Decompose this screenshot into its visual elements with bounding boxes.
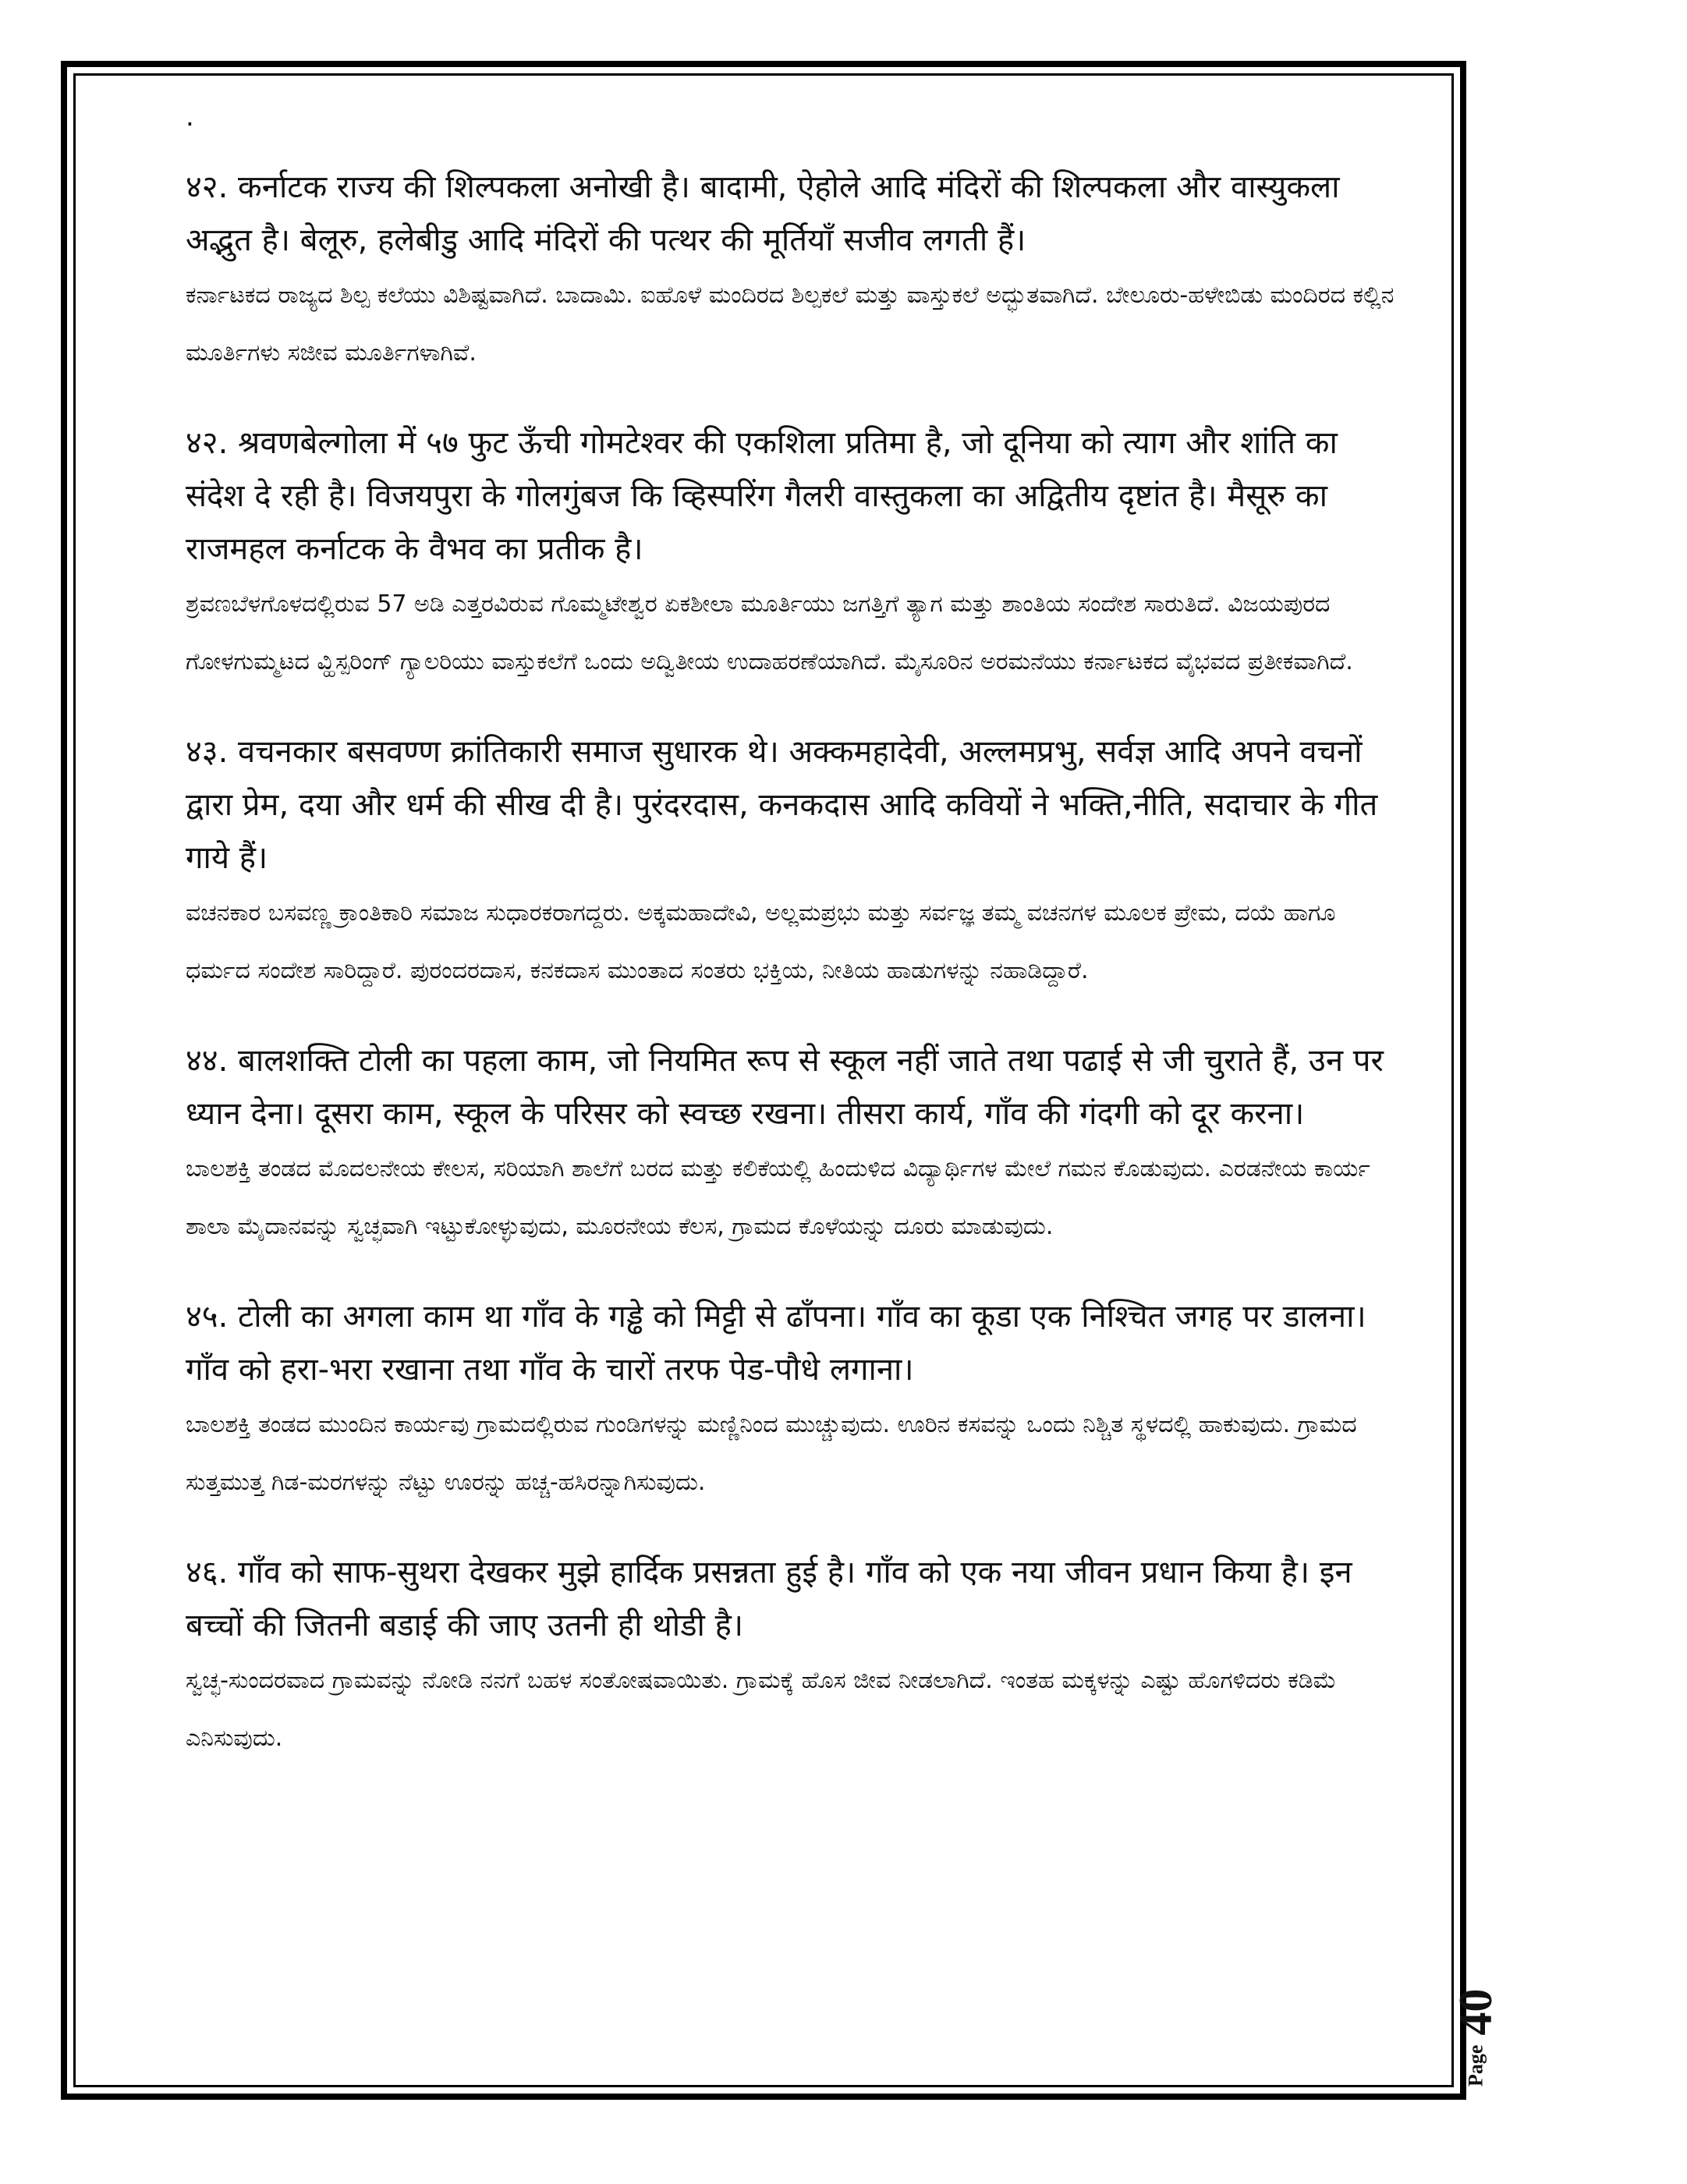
hindi-text: ४२. श्रवणबेल्गोला में ५७ फुट ऊँची गोमटेश्वर की एकशिला प्रतिमा है, जो दूनिया को त्याग और शांति का संदेश दे रही है। विजयपुरा के गोलगुंबज कि व्हिस्परिंग गैलरी वास्तुकला का अद्वितीय दृष्टांत है। मैसूरु का राजमहल कर्नाटक के वैभव का प्रतीक है। bbox=[186, 425, 1338, 567]
paragraph-43 bbox=[186, 725, 1402, 1000]
hindi-text: ४५. टोली का अगला काम था गाँव के गड्ढे को मिट्टी से ढाँपना। गाँव का कूडा एक निश्चित जगह पर डालना। गाँव को हरा-भरा रखाना तथा गाँव के चारों तरफ पेड-पौधे लगाना। bbox=[186, 1299, 1366, 1388]
paragraph-42b bbox=[186, 417, 1402, 691]
kannada-text: ಶ್ರವಣಬೆಳಗೊಳದಲ್ಲಿರುವ 57 ಅಡಿ ಎತ್ತರವಿರುವ ಗೊಮ್ಮಟೇಶ್ವರ ಏಕಶೀಲಾ ಮೂರ್ತಿಯು ಜಗತ್ತಿಗೆ ತ್ಯಾಗ ಮತ್ತು ಶಾಂತಿಯ ಸಂದೇಶ ಸಾರುತಿದೆ. ವಿಜಯಪುರದ ಗೋಳಗುಮ್ಮಟದ ವ್ಹಿಸ್ಪರಿಂಗ್ ಗ್ಯಾಲರಿಯು ವಾಸ್ತುಕಲೆಗೆ ಒಂದು ಅದ್ವಿತೀಯ ಉದಾಹರಣೆಯಾಗಿದೆ. ಮೈಸೂರಿನ ಅರಮನೆಯು ಕರ್ನಾಟಕದ ವೈಭವದ ಪ್ರತೀಕವಾಗಿದೆ. bbox=[186, 590, 1353, 675]
paragraph-46 bbox=[186, 1546, 1402, 1767]
page-number-footer bbox=[1441, 1927, 1501, 2090]
hindi-text: ४४. बालशक्ति टोली का पहला काम, जो नियमित रूप से स्कूल नहीं जाते तथा पढाई से जी चुराते हैं, उन पर ध्यान देना। दूसरा काम, स्कूल के परिसर को स्वच्छ रखना। तीसरा कार्य, गाँव की गंदगी को दूर करना। bbox=[186, 1043, 1384, 1132]
kannada-text: ಬಾಲಶಕ್ತಿ ತಂಡದ ಮುಂದಿನ ಕಾರ್ಯವು ಗ್ರಾಮದಲ್ಲಿರುವ ಗುಂಡಿಗಳನ್ನು ಮಣ್ಣಿನಿಂದ ಮುಚ್ಚುವುದು. ಊರಿನ ಕಸವನ್ನು ಒಂದು ನಿಶ್ಚಿತ ಸ್ಥಳದಲ್ಲಿ ಹಾಕುವುದು. ಗ್ರಾಮದ ಸುತ್ತಮುತ್ತ ಗಿಡ-ಮರಗಳನ್ನು ನೆಟ್ಟು ಊರನ್ನು ಹಚ್ಚ-ಹಸಿರನ್ನಾಗಿಸುವುದು. bbox=[186, 1411, 1357, 1496]
kannada-text: ವಚನಕಾರ ಬಸವಣ್ಣ ಕ್ರಾಂತಿಕಾರಿ ಸಮಾಜ ಸುಧಾರಕರಾಗದ್ದರು. ಅಕ್ಕಮಹಾದೇವಿ, ಅಲ್ಲಮಪ್ರಭು ಮತ್ತು ಸರ್ವಜ್ಞ ತಮ್ಮ ವಚನಗಳ ಮೂಲಕ ಪ್ರೇಮ, ದಯೆ ಹಾಗೂ ಧರ್ಮದ ಸಂದೇಶ ಸಾರಿದ್ದಾರೆ. ಪುರಂದರದಾಸ, ಕನಕದಾಸ ಮುಂತಾದ ಸಂತರು ಭಕ್ತಿಯ, ನೀತಿಯ ಹಾಡುಗಳನ್ನು ನಹಾಡಿದ್ದಾರೆ. bbox=[186, 899, 1336, 984]
paragraph-45 bbox=[186, 1290, 1402, 1512]
page-number: 40 bbox=[1450, 1988, 1501, 2036]
page-label: Page bbox=[1464, 2044, 1487, 2086]
kannada-text: ಸ್ವಚ್ಛ-ಸುಂದರವಾದ ಗ್ರಾಮವನ್ನು ನೋಡಿ ನನಗೆ ಬಹಳ ಸಂತೋಷವಾಯಿತು. ಗ್ರಾಮಕ್ಕೆ ಹೊಸ ಜೀವ ನೀಡಲಾಗಿದೆ. ಇಂತಹ ಮಕ್ಕಳನ್ನು ಎಷ್ಟು ಹೊಗಳಿದರು ಕಡಿಮೆ ಎನಿಸುವುದು. bbox=[186, 1667, 1337, 1752]
hindi-text: ४६. गाँव को साफ-सुथरा देखकर मुझे हार्दिक प्रसन्नता हुई है। गाँव को एक नया जीवन प्रधान किया है। इन बच्चों की जितनी बडाई की जाए उतनी ही थोडी है। bbox=[186, 1555, 1352, 1643]
paragraph-44 bbox=[186, 1034, 1402, 1256]
top-mark: . bbox=[186, 101, 194, 133]
kannada-text: ಕರ್ನಾಟಕದ ರಾಜ್ಯದ ಶಿಲ್ಪ ಕಲೆಯು ವಿಶಿಷ್ಟವಾಗಿದೆ. ಬಾದಾಮಿ. ಐಹೊಳೆ ಮಂದಿರದ ಶಿಲ್ಪಕಲೆ ಮತ್ತು ವಾಸ್ತುಕಲೆ ಅದ್ಭುತವಾಗಿದೆ. ಬೇಲೂರು-ಹಳೇಬಿಡು ಮಂದಿರದ ಕಲ್ಲಿನ ಮೂರ್ತಿಗಳು ಸಜೀವ ಮೂರ್ತಿಗಳಾಗಿವೆ. bbox=[186, 282, 1395, 367]
hindi-text: ४३. वचनकार बसवण्ण क्रांतिकारी समाज सुधारक थे। अक्कमहादेवी, अल्लमप्रभु, सर्वज्ञ आदि अपने वचनों द्वारा प्रेम, दया और धर्म की सीख दी है। पुरंदरदास, कनकदास आदि कवियों ने भक्ति,नीति, सदाचार के गीत गाये हैं। bbox=[186, 734, 1378, 876]
page-content bbox=[186, 101, 1402, 1802]
kannada-text: ಬಾಲಶಕ್ತಿ ತಂಡದ ಮೊದಲನೇಯ ಕೇಲಸ, ಸರಿಯಾಗಿ ಶಾಲೆಗೆ ಬರದ ಮತ್ತು ಕಲಿಕೆಯಲ್ಲಿ ಹಿಂದುಳಿದ ವಿದ್ಯಾರ್ಥಿಗಳ ಮೇಲೆ ಗಮನ ಕೊಡುವುದು. ಎರಡನೇಯ ಕಾರ್ಯ ಶಾಲಾ ಮೈದಾನವನ್ನು ಸ್ವಚ್ಛವಾಗಿ ಇಟ್ಟುಕೋಳ್ಳುವುದು, ಮೂರನೇಯ ಕೆಲಸ, ಗ್ರಾಮದ ಕೊಳೆಯನ್ನು ದೂರು ಮಾಡುವುದು. bbox=[186, 1155, 1370, 1240]
hindi-text: ४२. कर्नाटक राज्य की शिल्पकला अनोखी है। बादामी, ऐहोले आदि मंदिरों की शिल्पकला और वास्युकला अद्भुत है। बेलूरु, हलेबीडु आदि मंदिरों की पत्थर की मूर्तियाँ सजीव लगती हैं। bbox=[186, 169, 1340, 258]
paragraph-42a bbox=[186, 161, 1402, 382]
